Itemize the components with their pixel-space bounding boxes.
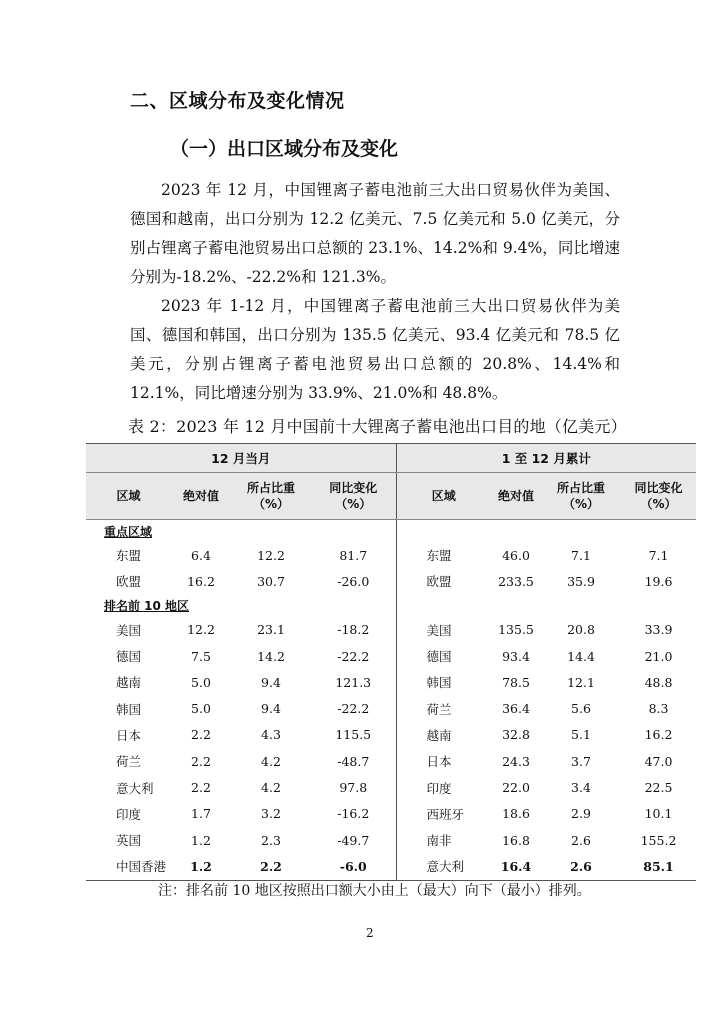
table-cell: 2.2 bbox=[231, 853, 311, 880]
table-cell: 16.2 bbox=[187, 573, 215, 589]
table-cell: 21.0 bbox=[644, 648, 673, 664]
table-cell: 5.0 bbox=[191, 701, 211, 717]
table-cell: 1.7 bbox=[191, 806, 211, 822]
table-cell: 南非 bbox=[396, 827, 491, 853]
table-cell: 美国 bbox=[396, 617, 491, 643]
table-cell: 德国 bbox=[396, 643, 491, 669]
table-cell: -6.0 bbox=[311, 853, 396, 880]
table-cell: 5.0 bbox=[191, 674, 211, 690]
table-cell: 2.3 bbox=[261, 832, 281, 848]
table-cell: 荷兰 bbox=[116, 754, 142, 770]
table-cell: -22.2 bbox=[337, 648, 370, 664]
col-region-right: 区域 bbox=[396, 473, 491, 520]
table-cell: 33.9 bbox=[644, 622, 673, 638]
table-cell: 20.8 bbox=[567, 622, 595, 638]
table-cell: 12.1 bbox=[567, 674, 595, 690]
table-cell: 35.9 bbox=[567, 573, 595, 589]
table-row bbox=[86, 669, 696, 695]
table-cell: 印度 bbox=[116, 806, 142, 822]
table-row bbox=[86, 827, 696, 853]
table-cell: 78.5 bbox=[502, 674, 530, 690]
export-destination-table bbox=[86, 443, 696, 875]
table-row bbox=[86, 801, 696, 827]
table-cell: 10.1 bbox=[644, 806, 673, 822]
table-cell: 印度 bbox=[396, 774, 491, 800]
table-cell: 18.6 bbox=[502, 806, 530, 822]
band-cumulative: 1 至 12 月累计 bbox=[396, 444, 696, 473]
table-cell: 81.7 bbox=[339, 547, 368, 563]
table-cell: 22.0 bbox=[502, 780, 530, 796]
page-number: 2 bbox=[366, 926, 374, 940]
table-row bbox=[86, 643, 696, 669]
table-cell: 2.2 bbox=[191, 753, 211, 769]
table-cell: 2.2 bbox=[191, 780, 211, 796]
table-cell: -49.7 bbox=[337, 832, 370, 848]
table-note: 注：排名前 10 地区按照出口额大小由上（最大）向下（最小）排列。 bbox=[158, 883, 591, 899]
table-cell: 1.2 bbox=[171, 853, 231, 880]
table-cell: 越南 bbox=[116, 675, 142, 691]
table-cell: 2.9 bbox=[571, 806, 591, 822]
table-cell: 47.0 bbox=[644, 753, 673, 769]
table-row bbox=[86, 568, 696, 594]
table-cell: 16.4 bbox=[491, 853, 541, 880]
table-cell: 东盟 bbox=[396, 542, 491, 568]
col-abs-right: 绝对值 bbox=[491, 473, 541, 520]
table-cell: 23.1 bbox=[257, 622, 285, 638]
category-top10: 排名前 10 地区 bbox=[86, 595, 696, 617]
table-cell: 7.1 bbox=[571, 547, 591, 563]
table-cell: 越南 bbox=[396, 722, 491, 748]
table-cell: -16.2 bbox=[337, 806, 370, 822]
paragraph-monthly: 2023 年 12 月，中国锂离子蓄电池前三大出口贸易伙伴为美国、德国和越南，出口分别为 12.2 亿美元、7.5 亿美元和 5.0 亿美元，分别占锂离子蓄电池贸易出口总额的 23.1%、14.2%和 9.4%，同比增速分别为-18.2%、-22.2%和 121.3%。 bbox=[130, 181, 620, 286]
table-cell: 4.2 bbox=[261, 780, 281, 796]
table-cell: -48.7 bbox=[337, 753, 370, 769]
table-cell: 3.7 bbox=[571, 753, 591, 769]
table-cell: -26.0 bbox=[337, 573, 370, 589]
table-cell: 121.3 bbox=[335, 674, 372, 690]
table-cell: 32.8 bbox=[502, 727, 530, 743]
table-row bbox=[86, 617, 696, 643]
table-cell: -18.2 bbox=[337, 622, 370, 638]
table-row bbox=[86, 695, 696, 721]
col-share-right: 所占比重 （%） bbox=[541, 473, 621, 520]
table-cell: 19.6 bbox=[644, 573, 673, 589]
table-cell: 德国 bbox=[116, 649, 142, 665]
table-cell: 2.6 bbox=[571, 832, 591, 848]
table-cell: 14.4 bbox=[567, 648, 595, 664]
table-cell: 5.6 bbox=[571, 701, 591, 717]
table-row bbox=[86, 748, 696, 774]
table-cell: 欧盟 bbox=[116, 574, 142, 590]
col-change-left: 同比变化 （%） bbox=[311, 473, 396, 520]
table-cell: 16.2 bbox=[644, 727, 673, 743]
table-cell: 6.4 bbox=[191, 547, 211, 563]
table-cell: 22.5 bbox=[644, 780, 673, 796]
table-cell: 97.8 bbox=[339, 780, 368, 796]
subsection-title: （一）出口区域分布及变化 bbox=[170, 138, 399, 160]
table-cell: 30.7 bbox=[257, 573, 285, 589]
table-cell: 46.0 bbox=[502, 547, 530, 563]
table-cell: 东盟 bbox=[116, 548, 142, 564]
table-cell: 2.6 bbox=[541, 853, 621, 880]
table-cell: 233.5 bbox=[498, 573, 534, 589]
table-cell: 36.4 bbox=[502, 701, 530, 717]
table-cell: 韩国 bbox=[116, 701, 142, 717]
col-abs-left: 绝对值 bbox=[171, 473, 231, 520]
band-monthly: 12 月当月 bbox=[86, 444, 396, 473]
table-cell: 12.2 bbox=[257, 547, 285, 563]
table-cell: 欧盟 bbox=[396, 568, 491, 594]
table-cell: 115.5 bbox=[335, 727, 372, 743]
table-cell: 48.8 bbox=[644, 674, 673, 690]
table-cell: 12.2 bbox=[187, 622, 215, 638]
table-caption: 表 2：2023 年 12 月中国前十大锂离子蓄电池出口目的地（亿美元） bbox=[128, 417, 627, 436]
section-title: 二、区域分布及变化情况 bbox=[130, 90, 345, 112]
table-cell: 中国香港 bbox=[86, 853, 171, 880]
table-cell: 16.8 bbox=[502, 832, 530, 848]
table-row bbox=[86, 722, 696, 748]
table-cell: 8.3 bbox=[648, 701, 669, 717]
table-cell: 3.2 bbox=[261, 806, 281, 822]
table-cell: 1.2 bbox=[191, 832, 211, 848]
table-cell: 9.4 bbox=[261, 674, 281, 690]
table-cell: 155.2 bbox=[640, 832, 677, 848]
table-cell: 2.2 bbox=[191, 727, 211, 743]
table-row bbox=[86, 853, 696, 880]
table-cell: 85.1 bbox=[621, 853, 696, 880]
table-cell: 14.2 bbox=[257, 648, 285, 664]
col-change-right: 同比变化 （%） bbox=[621, 473, 696, 520]
table-cell: 93.4 bbox=[502, 648, 530, 664]
table-cell: -22.2 bbox=[337, 701, 370, 717]
table-cell: 4.3 bbox=[261, 727, 281, 743]
table-cell: 5.1 bbox=[571, 727, 591, 743]
col-region-left: 区域 bbox=[86, 473, 171, 520]
table-cell: 荷兰 bbox=[396, 695, 491, 721]
table-cell: 美国 bbox=[116, 622, 142, 638]
table-row bbox=[86, 542, 696, 568]
table-cell: 韩国 bbox=[396, 669, 491, 695]
table-cell: 24.3 bbox=[502, 753, 530, 769]
table-cell: 日本 bbox=[396, 748, 491, 774]
table-cell: 3.4 bbox=[571, 780, 591, 796]
col-share-left: 所占比重 （%） bbox=[231, 473, 311, 520]
table-cell: 日本 bbox=[116, 727, 142, 743]
table-cell: 7.5 bbox=[191, 648, 211, 664]
table-cell: 意大利 bbox=[116, 780, 154, 796]
paragraph-annual: 2023 年 1-12 月，中国锂离子蓄电池前三大出口贸易伙伴为美国、德国和韩国，出口分别为 135.5 亿美元、93.4 亿美元和 78.5 亿美元，分别占锂离子蓄电池贸易出口总额的 20.8%、14.4%和 12.1%，同比增速分别为 33.9%、21.0%和 48.8%。 bbox=[130, 297, 620, 402]
table-cell: 135.5 bbox=[498, 622, 534, 638]
table-cell: 西班牙 bbox=[396, 801, 491, 827]
category-key-regions: 重点区域 bbox=[86, 520, 696, 543]
table-cell: 7.1 bbox=[648, 547, 669, 563]
table-row bbox=[86, 774, 696, 800]
table-cell: 意大利 bbox=[396, 853, 491, 880]
table-cell: 英国 bbox=[116, 833, 142, 849]
table-cell: 9.4 bbox=[261, 701, 281, 717]
table-cell: 4.2 bbox=[261, 753, 281, 769]
